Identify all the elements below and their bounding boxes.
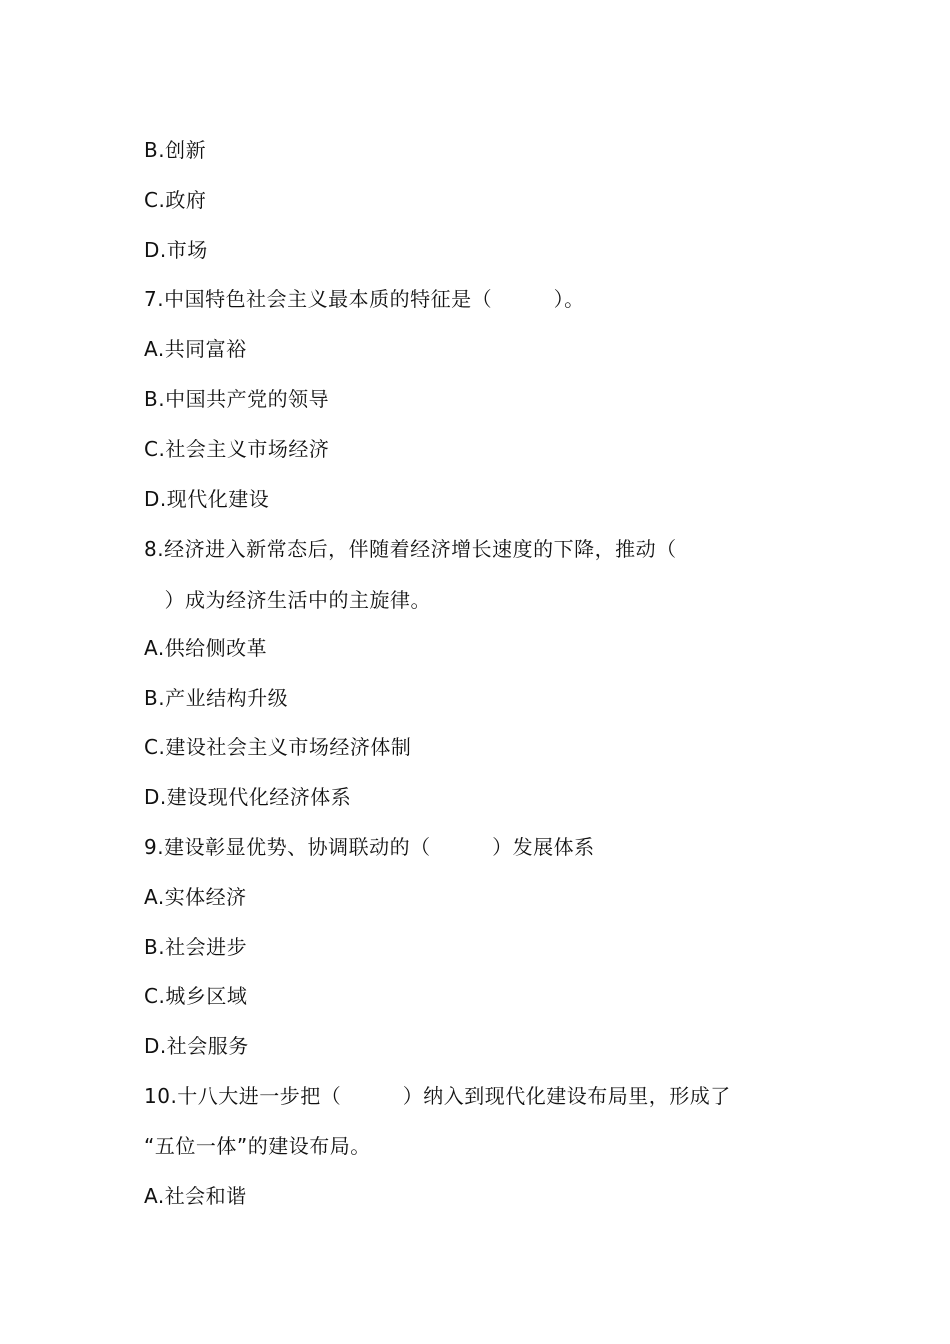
question-10-line-2: “五位一体”的建设布局。 — [144, 1134, 371, 1158]
option-q8-b: B.产业结构升级 — [144, 686, 289, 710]
question-8-line-1: 8.经济进入新常态后，伴随着经济增长速度的下降，推动（ — [144, 537, 677, 561]
option-q6-b: B.创新 — [144, 138, 207, 162]
option-q7-c: C.社会主义市场经济 — [144, 437, 330, 461]
question-7: 7.中国特色社会主义最本质的特征是（ ）。 — [144, 287, 585, 311]
option-q9-c: C.城乡区域 — [144, 984, 248, 1008]
option-q7-b: B.中国共产党的领导 — [144, 387, 330, 411]
option-q7-a: A.共同富裕 — [144, 337, 247, 361]
option-q8-a: A.供给侧改革 — [144, 636, 268, 660]
option-q8-d: D.建设现代化经济体系 — [144, 785, 352, 809]
question-8-line-2: ）成为经济生活中的主旋律。 — [144, 588, 431, 612]
option-q6-c: C.政府 — [144, 188, 207, 212]
option-q9-d: D.社会服务 — [144, 1034, 249, 1058]
option-q6-d: D.市场 — [144, 238, 208, 262]
option-q9-a: A.实体经济 — [144, 885, 247, 909]
option-q7-d: D.现代化建设 — [144, 487, 270, 511]
question-9: 9.建设彰显优势、协调联动的（ ）发展体系 — [144, 835, 595, 859]
option-q10-a: A.社会和谐 — [144, 1184, 247, 1208]
option-q9-b: B.社会进步 — [144, 935, 248, 959]
option-q8-c: C.建设社会主义市场经济体制 — [144, 735, 412, 759]
question-10-line-1: 10.十八大进一步把（ ）纳入到现代化建设布局里，形成了 — [144, 1084, 731, 1108]
